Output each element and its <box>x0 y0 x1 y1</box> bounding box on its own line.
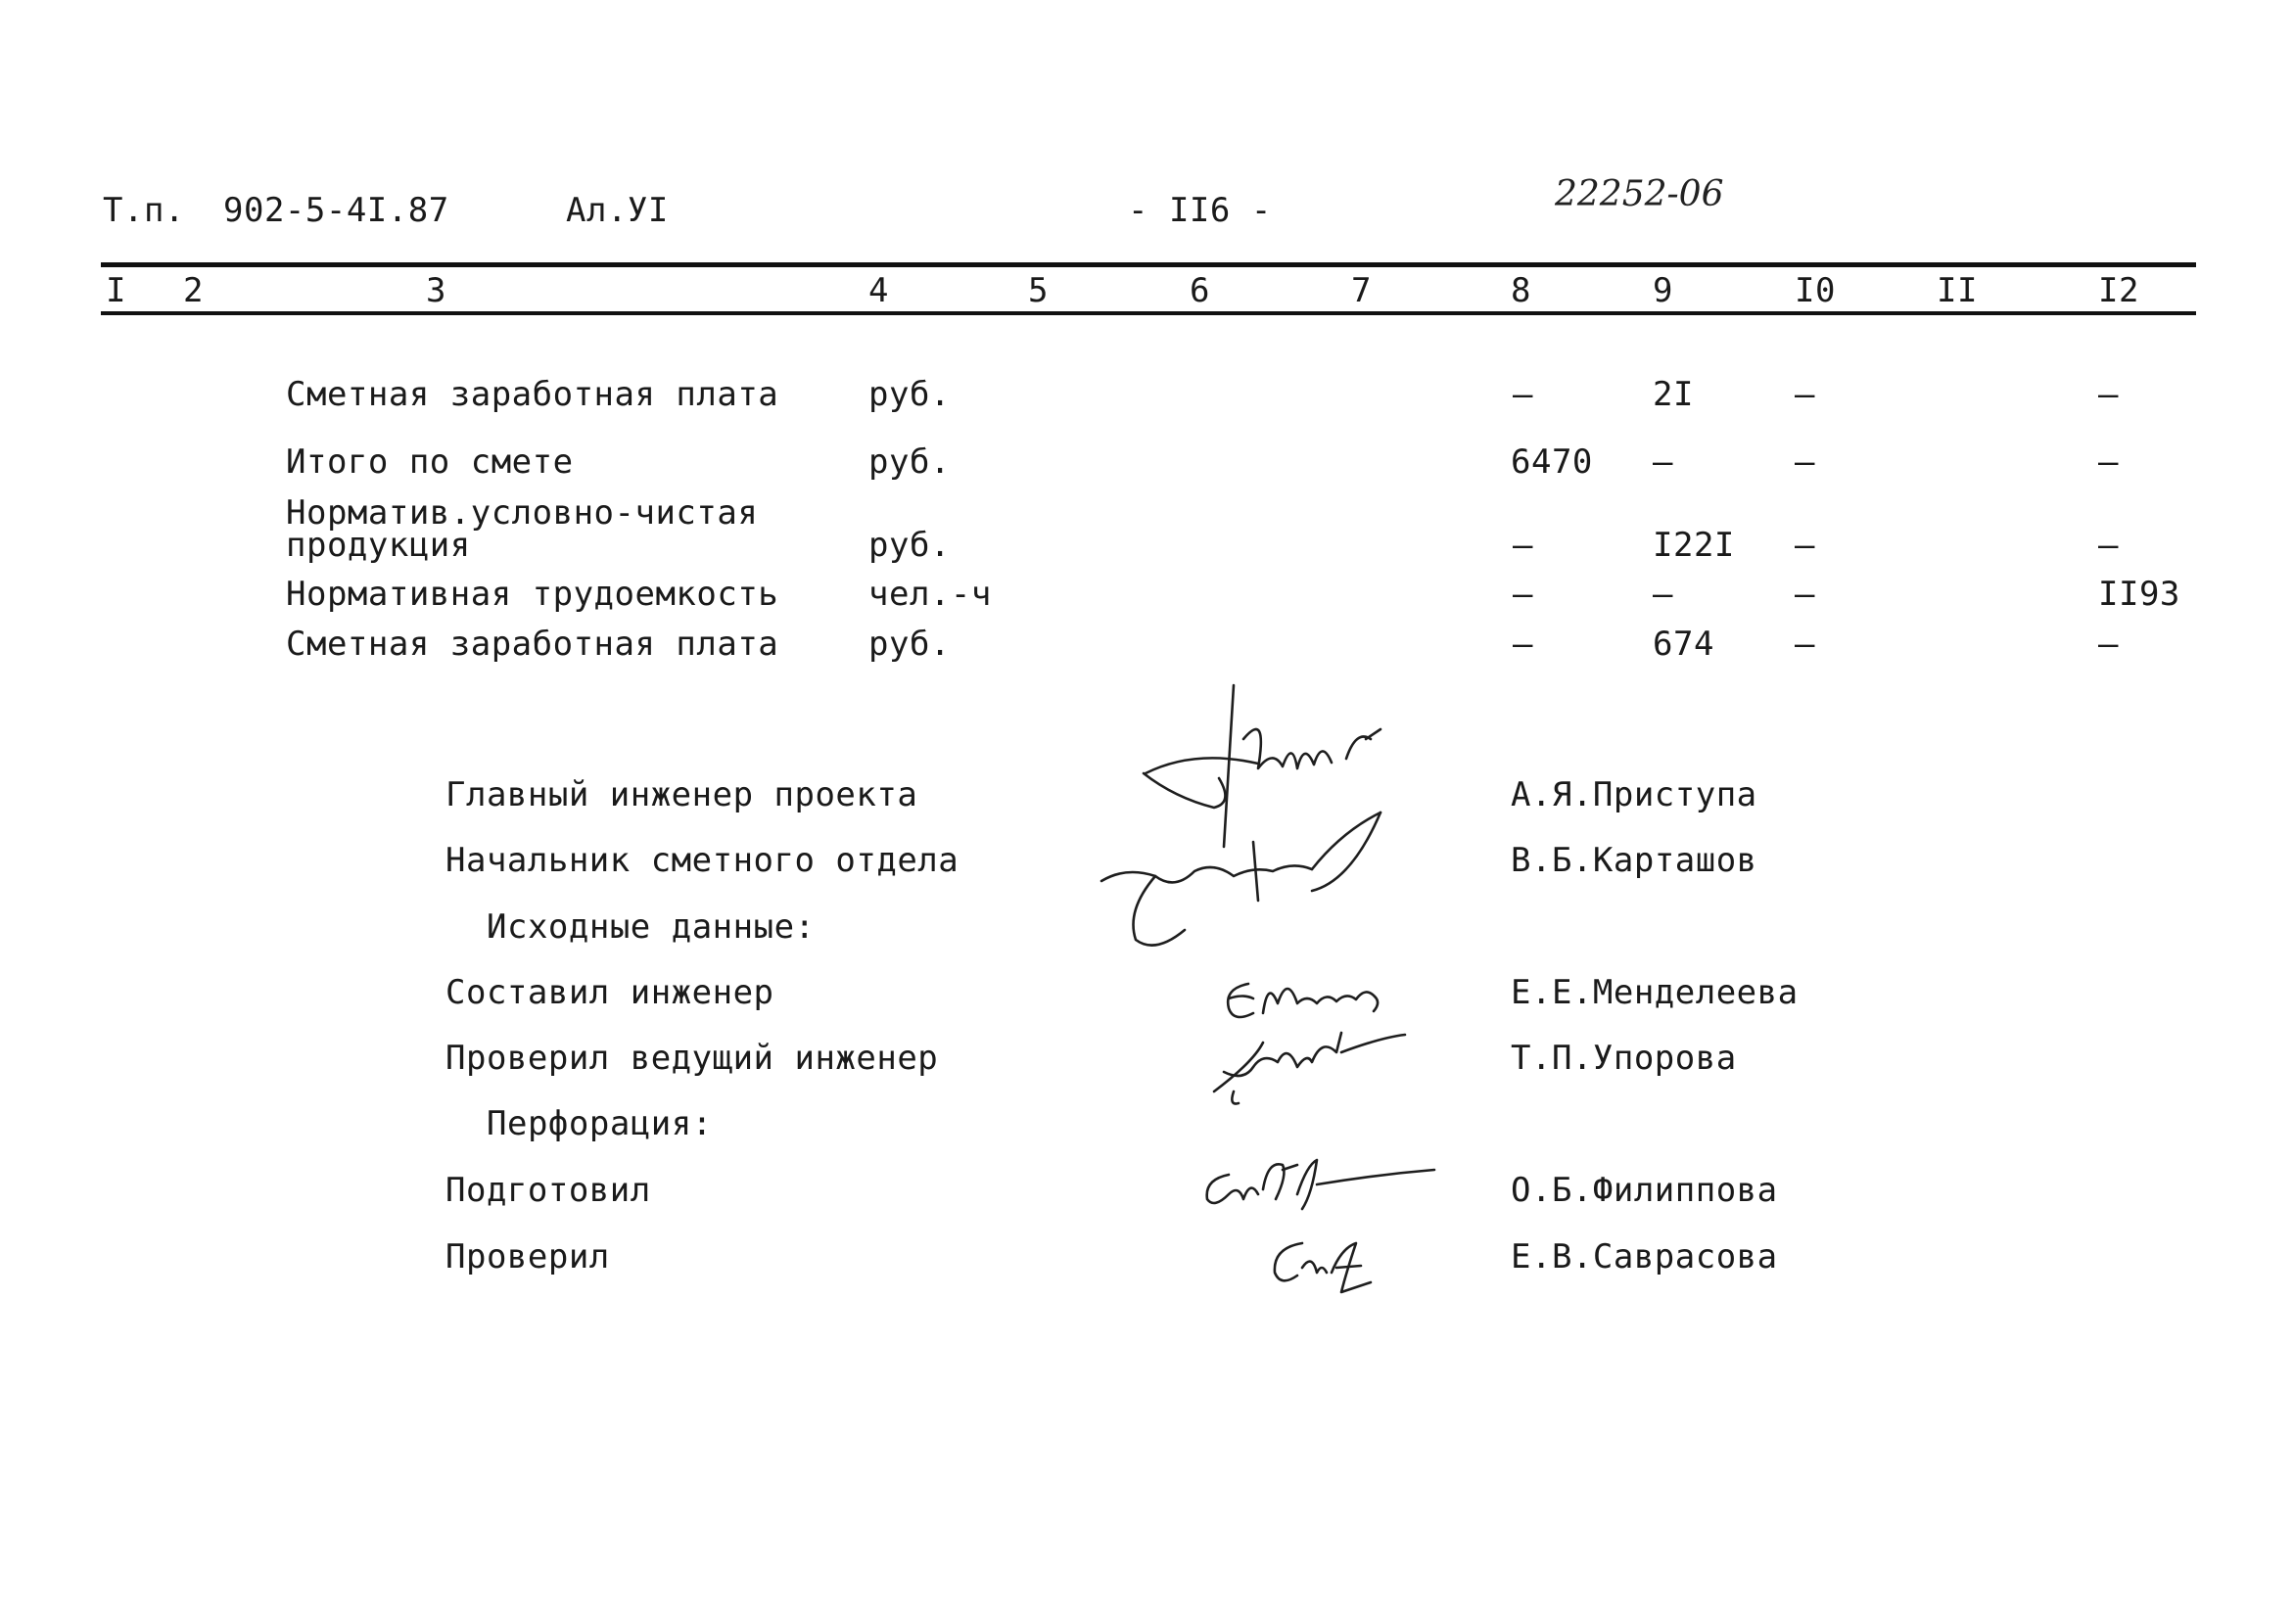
project-code: 902-5-4I.87 <box>223 191 449 230</box>
row-col12: II93 <box>2098 575 2180 614</box>
column-number: II <box>1937 271 1978 310</box>
row-name-line2: продукция <box>286 526 471 565</box>
column-number: 6 <box>1190 271 1210 310</box>
row-name: Сметная заработная плата <box>286 625 779 664</box>
row-col10: – <box>1795 442 1815 482</box>
row-col10: – <box>1795 526 1815 565</box>
row-col8: 6470 <box>1511 442 1593 482</box>
row-col9: 674 <box>1653 625 1714 664</box>
signer-role: Подготовил <box>445 1171 651 1210</box>
row-name: Нормативная трудоемкость <box>286 575 779 614</box>
signer-role: Проверил ведущий инженер <box>445 1039 939 1078</box>
row-col10: – <box>1795 575 1815 614</box>
row-unit: руб. <box>868 625 951 664</box>
signer-name: В.Б.Карташов <box>1511 841 1757 880</box>
column-number: I0 <box>1795 271 1836 310</box>
signature-preparer <box>1190 1145 1444 1224</box>
row-col9: – <box>1653 575 1673 614</box>
row-col9: I22I <box>1653 526 1735 565</box>
row-col9: – <box>1653 442 1673 482</box>
column-number: I2 <box>2098 271 2139 310</box>
column-number: 4 <box>868 271 889 310</box>
signer-role: Начальник сметного отдела <box>445 841 959 880</box>
row-col10: – <box>1795 625 1815 664</box>
row-col12: – <box>2098 442 2119 482</box>
signer-name: О.Б.Филиппова <box>1511 1171 1778 1210</box>
row-col8: – <box>1513 526 1533 565</box>
header-rule-top <box>101 262 2196 267</box>
album-label: Ал.УI <box>566 191 669 230</box>
signature-estimate-head <box>1087 783 1410 959</box>
column-number: 9 <box>1653 271 1673 310</box>
signature-lead-engineer <box>1194 1023 1420 1111</box>
column-number: 5 <box>1028 271 1049 310</box>
header-rule-bottom <box>101 311 2196 315</box>
column-number: I <box>106 271 126 310</box>
signer-role: Проверил <box>445 1237 610 1276</box>
page-number: - II6 - <box>1128 191 1272 230</box>
column-number: 7 <box>1351 271 1372 310</box>
row-col9: 2I <box>1653 375 1694 414</box>
section-heading: Исходные данные: <box>487 907 816 947</box>
row-unit: руб. <box>868 375 951 414</box>
column-number: 3 <box>426 271 446 310</box>
row-col8: – <box>1513 375 1533 414</box>
row-col10: – <box>1795 375 1815 414</box>
signer-name: Е.В.Саврасова <box>1511 1237 1778 1276</box>
row-col12: – <box>2098 625 2119 664</box>
signer-role: Главный инженер проекта <box>445 775 918 814</box>
signer-name: Е.Е.Менделеева <box>1511 973 1799 1012</box>
row-col12: – <box>2098 375 2119 414</box>
project-label: Т.п. <box>103 191 185 230</box>
section-heading: Перфорация: <box>487 1104 713 1143</box>
row-name: Сметная заработная плата <box>286 375 779 414</box>
row-col8: – <box>1513 575 1533 614</box>
row-unit: руб. <box>868 442 951 482</box>
row-unit: руб. <box>868 526 951 565</box>
row-col8: – <box>1513 625 1533 664</box>
column-number: 2 <box>183 271 204 310</box>
signer-name: Т.П.Упорова <box>1511 1039 1737 1078</box>
column-number: 8 <box>1511 271 1531 310</box>
row-col12: – <box>2098 526 2119 565</box>
signer-name: А.Я.Приступа <box>1511 775 1757 814</box>
row-unit: чел.-ч <box>868 575 992 614</box>
signature-checker <box>1263 1229 1400 1307</box>
handwritten-number: 22252-06 <box>1555 174 1724 214</box>
row-name-line1: Норматив.условно-чистая <box>286 493 759 533</box>
row-name: Итого по смете <box>286 442 574 482</box>
signer-role: Составил инженер <box>445 973 774 1012</box>
